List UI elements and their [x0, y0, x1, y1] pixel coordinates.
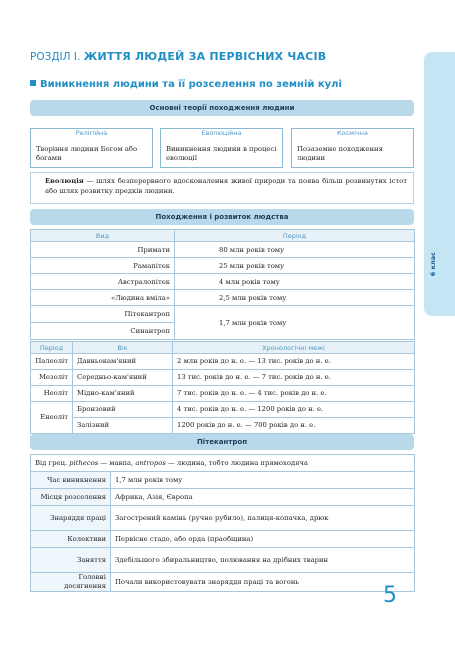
period-cell: Енеоліт — [31, 402, 73, 434]
origin-heading: Походження і розвиток людства — [30, 209, 414, 225]
theory-evolutionary — [160, 128, 283, 168]
definition-term: Еволюція — [45, 177, 84, 185]
table-row — [31, 290, 415, 306]
table-row — [31, 455, 415, 472]
table-row — [31, 242, 415, 258]
origin-table — [30, 229, 415, 340]
table-row — [31, 472, 415, 489]
row-label: Головні досягнення — [31, 573, 111, 592]
page-number: 5 — [383, 583, 397, 608]
theory-title: Космічна — [334, 129, 371, 137]
row-label: Місця розселення — [31, 489, 111, 506]
period-cell: 80 млн років тому — [175, 242, 415, 258]
theory-text: Творіння людини Богом або богами — [36, 145, 138, 162]
theory-cosmic — [291, 128, 414, 168]
table-row — [31, 506, 415, 531]
age-cell: Середньо-кам'яний — [73, 370, 173, 386]
pithecanthropus-heading: Пітекантроп — [30, 434, 414, 450]
table-row — [31, 386, 415, 402]
row-value: Почали використовувати знаряддя праці та вогонь — [111, 573, 415, 592]
table-header-row — [31, 230, 415, 242]
period-cell: 25 млн років тому — [175, 258, 415, 274]
row-label: Час виникнення — [31, 472, 111, 489]
table-row — [31, 548, 415, 573]
period-cell: 4 млн років тому — [175, 274, 415, 290]
species-cell: Рамапітек — [31, 258, 175, 274]
etymology-text: Від грец. — [35, 458, 70, 467]
row-label: Заняття — [31, 548, 111, 573]
etymology-text: — людина, тобто людина прямоходяча — [165, 458, 308, 467]
species-cell: «Людина вміла» — [31, 290, 175, 306]
table-row — [31, 258, 415, 274]
ages-table — [30, 341, 415, 434]
row-label: Знаряддя праці — [31, 506, 111, 531]
period-cell: 2,5 млн років тому — [175, 290, 415, 306]
theory-title: Релігійна — [73, 129, 111, 137]
age-cell: Мідно-кам'яний — [73, 386, 173, 402]
table-row — [31, 306, 415, 323]
etymology-cell — [31, 455, 415, 472]
row-value: Загострений камінь (ручне рубило), палиця-копачка, дрюк — [111, 506, 415, 531]
dates-cell: 13 тис. років до н. е. — 7 тис. років до н. е. — [173, 370, 415, 386]
theory-text: Позаземне походження людини — [297, 145, 383, 162]
section-topic: ЖИТТЯ ЛЮДЕЙ ЗА ПЕРВІСНИХ ЧАСІВ — [83, 50, 327, 63]
age-cell: Бронзовий — [73, 402, 173, 418]
table-header-row — [31, 342, 415, 354]
subsection-text: Виникнення людини та її розселення по земній кулі — [40, 79, 342, 90]
section-prefix: РОЗДІЛ І. — [30, 51, 81, 63]
row-value: Здебільшого збиральництво, полювання на дрібних тварин — [111, 548, 415, 573]
grade-side-tab — [424, 52, 455, 316]
grade-label: 6 клас — [429, 252, 437, 277]
table-row — [31, 489, 415, 506]
theories-heading: Основні теорії походження людини — [30, 100, 414, 116]
definition-text: — шлях безперервного вдосконалення живої природи та поява більш розвинутих істот або шлях розвитку предків людини. — [45, 177, 407, 195]
dates-cell: 7 тис. років до н. е. — 4 тис. років до н. е. — [173, 386, 415, 402]
row-value: Африка, Азія, Європа — [111, 489, 415, 506]
section-title — [30, 50, 420, 68]
greek-word: pithecos — [69, 458, 99, 467]
table-row — [31, 370, 415, 386]
species-cell: Синантроп — [31, 323, 175, 340]
table-row — [31, 274, 415, 290]
table-row — [31, 354, 415, 370]
square-bullet-icon — [30, 80, 36, 86]
row-value: Первісне стадо, або орда (праобщина) — [111, 531, 415, 548]
theory-title: Еволюційна — [198, 129, 244, 137]
table-row — [31, 531, 415, 548]
theory-text: Виникнення людини в процесі еволюції — [166, 145, 277, 162]
column-header: Період — [31, 342, 73, 354]
column-header: Вид — [31, 230, 175, 242]
table-row — [31, 418, 415, 434]
period-cell: 1,7 млн років тому — [175, 306, 415, 340]
species-cell: Австралопітек — [31, 274, 175, 290]
period-cell: Палеоліт — [31, 354, 73, 370]
species-cell: Пітекантроп — [31, 306, 175, 323]
theory-religious — [30, 128, 153, 168]
age-cell: Залізний — [73, 418, 173, 434]
dates-cell: 1200 років до н. е. — 700 років до н. е. — [173, 418, 415, 434]
dates-cell: 4 тис. років до н. е. — 1200 років до н. е. — [173, 402, 415, 418]
pithecanthropus-table — [30, 454, 415, 592]
table-row — [31, 402, 415, 418]
greek-word: antropos — [135, 458, 166, 467]
row-value: 1,7 млн років тому — [111, 472, 415, 489]
dates-cell: 2 млн років до н. е. — 13 тис. років до н. е. — [173, 354, 415, 370]
age-cell: Давньокам'яний — [73, 354, 173, 370]
etymology-text: — мавпа, — [98, 458, 136, 467]
column-header: Хронологічні межі — [173, 342, 415, 354]
table-row — [31, 573, 415, 592]
column-header: Вік — [73, 342, 173, 354]
row-label: Колективи — [31, 531, 111, 548]
species-cell: Примати — [31, 242, 175, 258]
period-cell: Неоліт — [31, 386, 73, 402]
subsection-heading — [30, 79, 410, 95]
column-header: Період — [175, 230, 415, 242]
evolution-definition — [30, 172, 414, 204]
period-cell: Мезоліт — [31, 370, 73, 386]
